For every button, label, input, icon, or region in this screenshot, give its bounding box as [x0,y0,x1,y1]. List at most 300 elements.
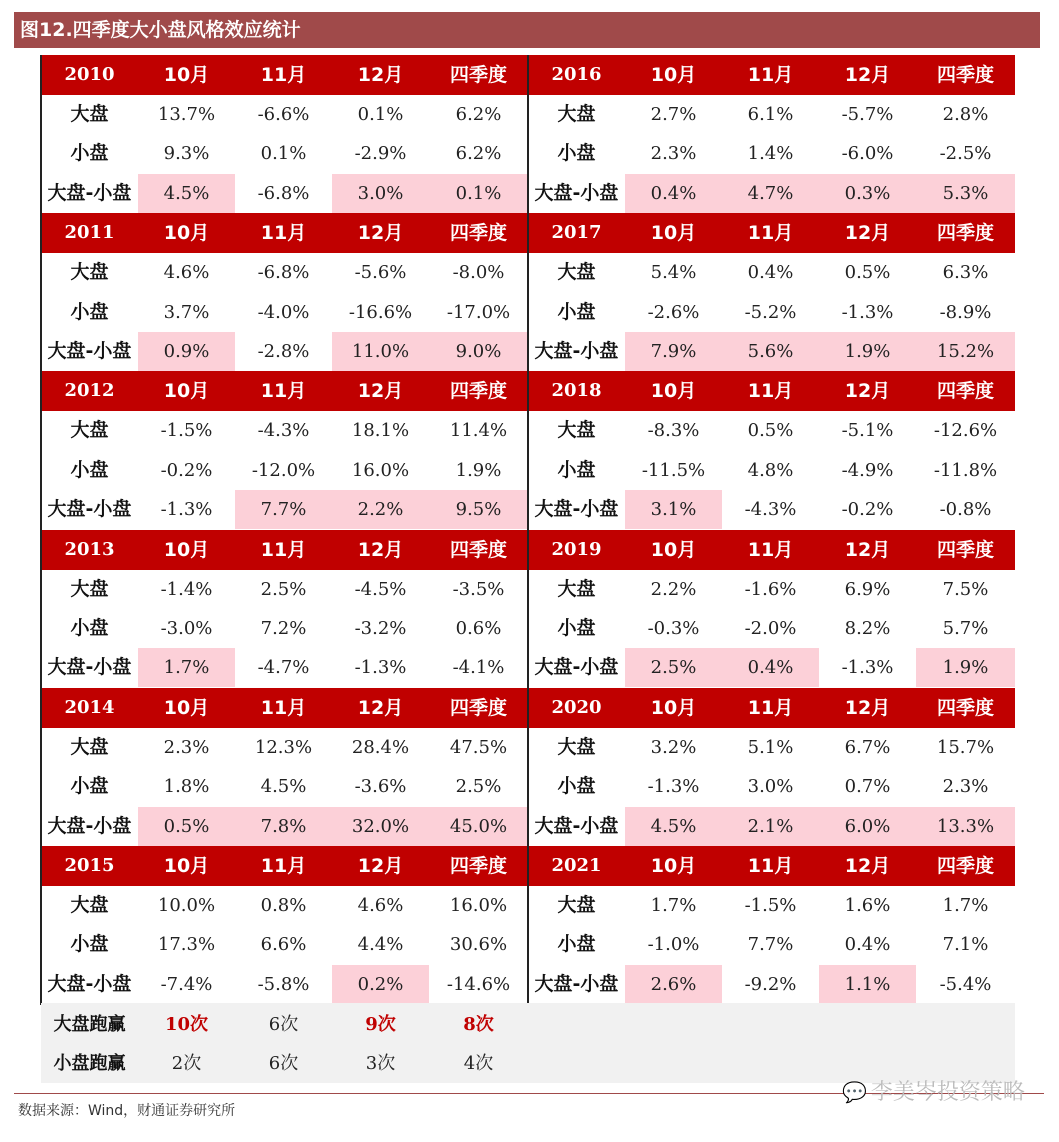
column-header: 12月 [844,222,891,245]
column-header: 10月 [650,64,697,86]
panel-year: 2018 [551,380,602,402]
table-cell: -1.6% [744,578,797,600]
table-cell: 6.6% [260,934,307,956]
panel-year: 2013 [64,538,115,560]
column-header: 12月 [844,64,891,86]
row-label: 大盘 [70,894,109,916]
column-header: 11月 [260,696,307,719]
year-panel [41,846,528,1004]
table-cell: -0.8% [939,499,992,521]
table-cell: 9.5% [429,490,528,529]
column-header: 10月 [163,696,210,719]
table-cell: 0.1% [260,143,307,165]
table-cell: 2.8% [942,104,989,125]
table-cell: 3.7% [163,301,210,323]
table-cell: -5.6% [354,262,407,284]
column-header: 12月 [844,380,891,403]
table-cell: -1.3% [841,301,894,323]
table-cell: 10.0% [157,895,216,916]
summary-cell: 8次 [463,1014,494,1035]
table-cell: -4.1% [452,657,505,679]
table-cell: -8.0% [452,262,505,284]
row-label: 大盘-小盘 [534,339,619,362]
table-cell: 17.3% [157,934,216,956]
panel-year: 2016 [551,64,602,85]
year-panel [528,371,1015,529]
table-row [528,95,1015,134]
table-row [41,807,528,846]
table-cell: -12.6% [933,420,998,442]
row-label: 小盘 [70,300,109,323]
column-header: 10月 [163,538,210,561]
table-row [528,767,1015,806]
row-label: 小盘 [557,458,596,481]
table-cell: 2.6% [625,965,722,1004]
table-row [528,174,1015,213]
table-cell: 0.7% [844,776,891,798]
column-header: 四季度 [936,222,994,245]
table-cell: 1.9% [916,648,1015,687]
column-header: 10月 [650,538,697,561]
year-panel [41,371,528,529]
table-cell: -2.5% [939,143,992,165]
watermark-text: 李美岑投资策略 [870,1080,1025,1105]
row-label: 大盘-小盘 [47,972,132,995]
panel-header [528,846,1015,886]
table-row [41,411,528,450]
table-cell: 5.7% [942,617,989,639]
table-cell: -1.3% [647,776,700,798]
table-cell: 5.4% [650,262,697,284]
table-cell: -1.3% [841,657,894,679]
column-header: 11月 [260,64,307,86]
table-cell: 6.9% [844,578,891,600]
panel-header [528,55,1015,95]
table-cell: -5.2% [744,301,797,323]
table-cell: 0.2% [332,965,429,1004]
table-row [528,134,1015,173]
row-label: 小盘 [557,142,596,165]
table-cell: 7.7% [235,490,332,529]
panel-header [41,846,528,886]
table-border [40,55,42,1005]
table-row [528,490,1015,529]
table-cell: 2.3% [942,776,989,798]
table-cell: 13.7% [157,104,216,125]
table-row [528,648,1015,687]
table-cell: 7.7% [747,934,794,956]
table-cell: 6.1% [747,104,794,125]
table-cell: -0.2% [160,459,213,481]
table-cell: -0.2% [841,499,894,521]
table-row [41,648,528,687]
year-panel [528,55,1015,213]
table-cell: -1.5% [744,895,797,916]
table-cell: 32.0% [332,807,429,846]
table-cell: 11.0% [332,332,429,371]
table-cell: 0.9% [138,332,235,371]
table-cell: 3.1% [625,490,722,529]
panel-year: 2012 [64,380,115,402]
table-cell: -6.0% [841,143,894,165]
panel-header [41,55,528,95]
table-cell: -4.7% [257,657,310,679]
table-cell: -17.0% [446,301,511,323]
row-label: 大盘 [557,103,596,125]
column-header: 10月 [163,380,210,403]
table-cell: -4.3% [257,420,310,442]
summary-cell: 4次 [463,1053,494,1074]
row-label: 小盘 [70,458,109,481]
table-cell: 1.7% [650,895,697,916]
panel-year: 2019 [551,538,602,560]
table-cell: -4.3% [744,499,797,521]
panel-year: 2010 [64,64,115,85]
column-header: 四季度 [449,696,507,719]
table-cell: -1.3% [160,499,213,521]
table-cell: -6.6% [257,104,310,125]
row-label: 大盘-小盘 [534,498,619,521]
column-header: 四季度 [936,380,994,403]
panel-header [528,688,1015,728]
table-row [41,332,528,371]
row-label: 小盘 [70,616,109,639]
table-cell: 5.1% [747,736,794,758]
column-header: 四季度 [936,696,994,719]
table-cell: 8.2% [844,617,891,639]
table-row [528,965,1015,1004]
panel-header [528,213,1015,253]
summary-row-big-win [41,1005,528,1044]
table-cell: -12.0% [251,459,316,481]
year-panel [41,530,528,688]
table-cell: 4.6% [357,895,404,916]
table-cell: 1.9% [455,459,502,481]
table-cell: 6.2% [455,104,502,125]
year-panel [528,688,1015,846]
table-cell: 7.9% [625,332,722,371]
row-label: 大盘-小盘 [47,656,132,679]
table-cell: -9.2% [744,973,797,995]
summary-cell: 9次 [365,1014,396,1035]
table-row [528,570,1015,609]
table-cell: 0.6% [455,617,502,639]
row-label: 小盘 [557,300,596,323]
table-cell: 6.7% [844,736,891,758]
table-cell: 45.0% [429,807,528,846]
table-cell: 2.2% [650,578,697,600]
table-row [41,253,528,292]
table-cell: -5.8% [257,973,310,995]
table-cell: 3.2% [650,736,697,758]
table-cell: -4.9% [841,459,894,481]
summary-cell: 10次 [164,1014,209,1035]
row-label: 小盘 [70,933,109,956]
summary-cell: 2次 [171,1053,202,1074]
column-header: 12月 [357,380,404,403]
table-row [528,728,1015,767]
column-header: 四季度 [449,380,507,403]
column-header: 12月 [357,64,404,86]
table-cell: -7.4% [160,973,213,995]
table-cell: 4.5% [138,174,235,213]
row-label: 小盘 [557,775,596,798]
table-cell: 0.8% [260,895,307,916]
table-cell: -5.4% [939,973,992,995]
column-header: 12月 [357,696,404,719]
table-cell: 2.5% [455,776,502,798]
year-panel [528,530,1015,688]
column-header: 10月 [163,855,210,877]
table-row [41,728,528,767]
table-row [41,293,528,332]
summary-cell: 6次 [268,1053,299,1074]
table-row [528,253,1015,292]
row-label: 大盘-小盘 [47,181,132,204]
table-cell: -3.0% [160,617,213,639]
table-cell: 7.5% [942,578,989,600]
table-row [528,886,1015,925]
table-cell: 1.4% [747,143,794,165]
row-label: 大盘-小盘 [534,972,619,995]
table-cell: 1.8% [163,776,210,798]
table-cell: 7.2% [260,617,307,639]
table-cell: 0.5% [844,262,891,284]
column-header: 11月 [747,696,794,719]
summary-cell: 6次 [268,1014,299,1035]
table-cell: -2.8% [257,340,310,362]
table-row [41,134,528,173]
table-row [41,965,528,1004]
figure-title: 图12.四季度大小盘风格效应统计 [14,12,1040,48]
table-cell: 0.5% [138,807,235,846]
table-cell: -5.7% [841,104,894,125]
column-header: 12月 [844,696,891,719]
table-cell: -1.5% [160,420,213,442]
table-cell: 4.6% [163,262,210,284]
panel-header [528,530,1015,570]
panel-header [528,371,1015,411]
column-header: 10月 [163,64,210,86]
table-cell: 0.1% [429,174,528,213]
table-cell: 0.4% [722,648,819,687]
panel-year: 2021 [551,855,602,876]
table-cell: 6.0% [819,807,916,846]
table-cell: 1.7% [942,895,989,916]
table-row [528,451,1015,490]
table-cell: 16.0% [351,459,410,481]
table-cell: -4.0% [257,301,310,323]
table-cell: 1.1% [819,965,916,1004]
table-row [41,174,528,213]
column-header: 12月 [357,855,404,877]
summary-label-small-win: 小盘跑赢 [53,1053,126,1074]
table-cell: 11.4% [449,420,508,442]
table-cell: -1.0% [647,934,700,956]
row-label: 小盘 [70,775,109,798]
year-panel [41,213,528,371]
table-cell: 2.5% [625,648,722,687]
table-cell: 0.5% [747,420,794,442]
table-cell: 4.7% [722,174,819,213]
table-row [528,411,1015,450]
column-header: 11月 [260,855,307,877]
table-cell: 47.5% [449,736,508,758]
table-cell: 6.3% [942,262,989,284]
source-note: 数据来源：Wind，财通证券研究所 [18,1103,236,1119]
table-row [41,570,528,609]
table-cell: 15.2% [916,332,1015,371]
table-cell: -3.6% [354,776,407,798]
panel-header [41,530,528,570]
table-row [41,609,528,648]
table-cell: -2.0% [744,617,797,639]
column-header: 11月 [747,64,794,86]
year-panel [41,688,528,846]
panel-year: 2015 [64,855,115,876]
table-row [528,293,1015,332]
row-label: 大盘-小盘 [534,181,619,204]
table-row [528,925,1015,964]
table-cell: -0.3% [647,617,700,639]
table-cell: 18.1% [351,420,410,442]
column-header: 四季度 [449,855,507,877]
table-cell: 5.3% [916,174,1015,213]
column-header: 10月 [650,696,697,719]
table-cell: 2.3% [163,736,210,758]
panel-header [41,688,528,728]
table-cell: 5.6% [722,332,819,371]
summary-row-small-win [41,1044,528,1083]
row-label: 大盘 [70,261,109,284]
column-header: 四季度 [936,538,994,561]
column-header: 11月 [747,380,794,403]
table-row [41,451,528,490]
table-cell: -11.5% [641,459,706,481]
table-cell: 9.0% [429,332,528,371]
table-cell: 0.3% [819,174,916,213]
table-cell: -1.4% [160,578,213,600]
table-cell: 1.6% [844,895,891,916]
table-cell: 7.8% [235,807,332,846]
wechat-icon: 💬 [842,1080,867,1104]
summary-cell: 3次 [365,1053,396,1074]
table-cell: 1.9% [819,332,916,371]
table-cell: -14.6% [446,973,511,995]
table-row [528,807,1015,846]
table-cell: 12.3% [254,736,313,758]
row-label: 大盘-小盘 [47,814,132,837]
year-panel [528,846,1015,1004]
table-cell: -4.5% [354,578,407,600]
table-row [41,925,528,964]
table-cell: 30.6% [449,934,508,956]
table-cell: 4.4% [357,934,404,956]
table-cell: 2.3% [650,143,697,165]
watermark [842,1074,1059,1110]
table-cell: -2.9% [354,143,407,165]
table-cell: 2.5% [260,578,307,600]
row-label: 大盘 [70,577,109,600]
column-header: 四季度 [449,538,507,561]
panel-header [41,371,528,411]
panel-year: 2011 [64,222,115,244]
table-cell: 4.8% [747,459,794,481]
column-header: 四季度 [936,855,994,877]
row-label: 大盘-小盘 [47,498,132,521]
panel-year: 2017 [551,222,602,244]
table-cell: 9.3% [163,143,210,165]
column-header: 四季度 [449,222,507,245]
table-cell: 15.7% [936,736,995,758]
table-cell: -3.2% [354,617,407,639]
column-header: 10月 [650,222,697,245]
table-cell: 0.1% [357,104,404,125]
column-header: 10月 [163,222,210,245]
year-panel [41,55,528,213]
table-cell: 4.5% [625,807,722,846]
table-cell: 2.2% [332,490,429,529]
row-label: 大盘 [557,894,596,916]
table-cell: -5.1% [841,420,894,442]
table-cell: -8.9% [939,301,992,323]
panel-header [41,213,528,253]
table-cell: -8.3% [647,420,700,442]
table-cell: 3.0% [332,174,429,213]
table-cell: -16.6% [348,301,413,323]
column-header: 10月 [650,380,697,403]
row-label: 小盘 [70,142,109,165]
table-cell: 2.7% [650,104,697,125]
table-row [41,886,528,925]
row-label: 大盘 [557,419,596,442]
table-cell: 2.1% [722,807,819,846]
column-header: 11月 [260,222,307,245]
table-cell: -1.3% [354,657,407,679]
row-label: 大盘 [557,735,596,758]
column-header: 四季度 [449,64,507,86]
summary-label-big-win: 大盘跑赢 [53,1014,126,1035]
table-cell: 6.2% [455,143,502,165]
table-cell: 0.4% [747,262,794,284]
row-label: 大盘-小盘 [534,656,619,679]
table-cell: -6.8% [257,262,310,284]
table-cell: 0.4% [844,934,891,956]
table-cell: 3.0% [747,776,794,798]
column-header: 10月 [650,855,697,877]
column-header: 11月 [747,222,794,245]
column-header: 12月 [357,538,404,561]
row-label: 大盘 [557,577,596,600]
year-panel [528,213,1015,371]
table-row [528,609,1015,648]
table-row [41,95,528,134]
row-label: 大盘 [70,735,109,758]
row-label: 小盘 [557,933,596,956]
table-cell: -11.8% [933,459,998,481]
table-cell: 16.0% [449,895,508,916]
table-cell: -3.5% [452,578,505,600]
panel-year: 2014 [64,696,115,718]
column-header: 12月 [357,222,404,245]
column-header: 四季度 [936,64,994,86]
table-cell: 4.5% [260,776,307,798]
table-row [41,767,528,806]
table-cell: -6.8% [257,182,310,204]
table-border [527,55,529,1005]
panel-year: 2020 [551,696,602,718]
row-label: 大盘 [70,419,109,442]
